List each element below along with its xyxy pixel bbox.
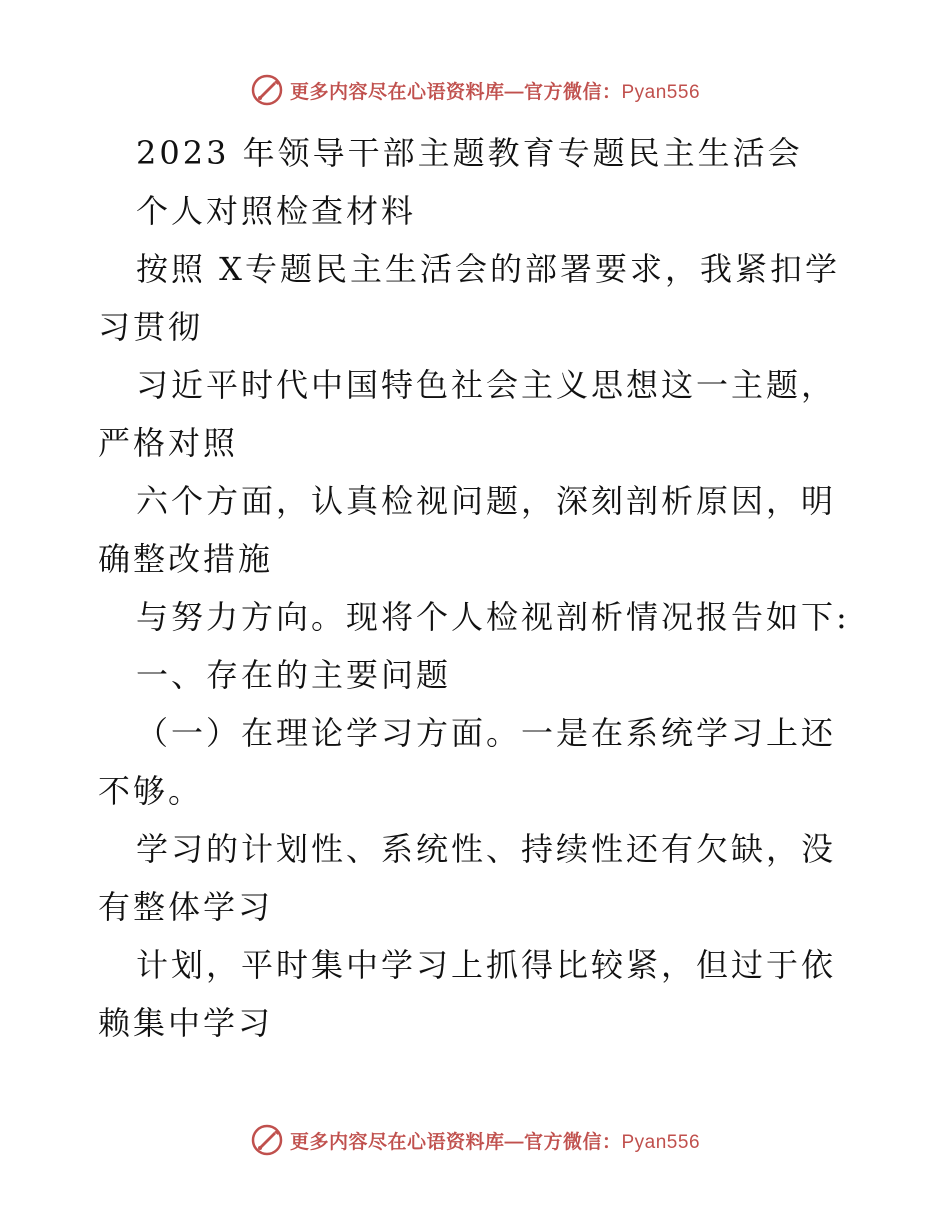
section-heading: 一、存在的主要问题: [136, 656, 452, 694]
doc-paragraph: 学习的计划性、系统性、持续性还有欠缺，没有整体学习: [98, 830, 837, 926]
doc-paragraph: （一）在理论学习方面。一是在系统学习上还不够。: [98, 714, 837, 810]
quill-pen-logo-icon: [250, 1123, 284, 1157]
doc-paragraph: 与努力方向。现将个人检视剖析情况报告如下:: [136, 598, 850, 636]
doc-paragraph: 计划，平时集中学习上抓得比较紧，但过于依赖集中学习: [98, 946, 837, 1042]
quill-pen-logo-icon: [250, 73, 284, 107]
footer-watermark: [0, 1120, 950, 1160]
doc-title-line-2: 个人对照检查材料: [136, 192, 417, 230]
doc-paragraph: 六个方面，认真检视问题，深刻剖析原因，明确整改措施: [98, 482, 837, 578]
document-body: [98, 124, 858, 1052]
doc-title-line-1: 2023 年领导干部主题教育专题民主生活会: [136, 134, 803, 172]
header-watermark: [0, 70, 950, 110]
doc-paragraph: 按照 X专题民主生活会的部署要求，我紧扣学习贯彻: [98, 250, 840, 346]
doc-paragraph: 习近平时代中国特色社会主义思想这一主题，严格对照: [98, 366, 837, 462]
watermark-wechat-id: Pyan556: [621, 1131, 701, 1153]
watermark-wechat-id: Pyan556: [621, 81, 701, 103]
watermark-text: 更多内容尽在心语资料库—官方微信：Pyan556: [289, 1131, 701, 1153]
watermark-text: 更多内容尽在心语资料库—官方微信：Pyan556: [289, 81, 701, 103]
